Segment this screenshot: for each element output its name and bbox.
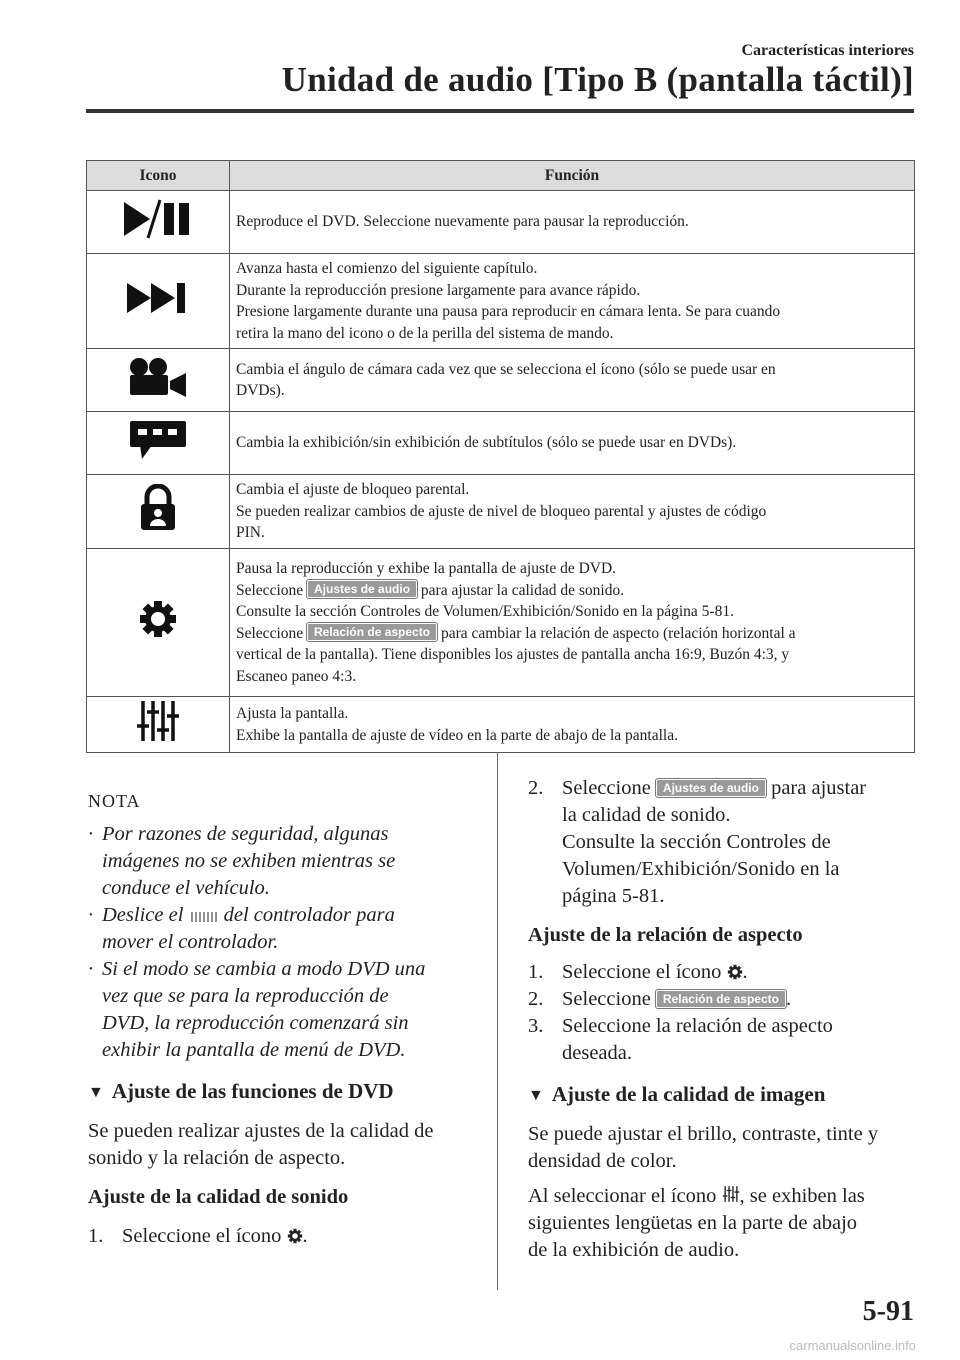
row-text: Avanza hasta el comienzo del siguiente capítulo. [236, 260, 538, 277]
row-text: PIN. [236, 524, 265, 542]
row-text: Ajusta la pantalla. [236, 705, 349, 722]
header-funcion: Función [230, 161, 915, 191]
table-row [87, 549, 915, 697]
table-row [87, 412, 915, 475]
table-row [87, 697, 915, 753]
step-item: 2. Seleccione Relación de aspecto . [528, 988, 792, 1010]
row-text: Escaneo paneo 4:3. [236, 667, 357, 685]
body-paragraph: Al seleccionar el ícono , se exhiben las siguientes lengüetas en la parte de abajo de la exhibición de audio. [528, 1185, 865, 1261]
equalizer-icon [135, 698, 181, 744]
row-text: Se pueden realizar cambios de ajuste de nivel de bloqueo parental y ajustes de código [236, 502, 767, 520]
note-item: · Deslice el del controlador para mover el controlador. [88, 904, 395, 953]
row-text: Seleccione Relación de aspecto para cambiar la relación de aspecto (relación horizontal a [236, 624, 796, 642]
step-item: 2. Seleccione Ajustes de audio para ajustar la calidad de sonido. Consulte la sección Controles de Volumen/Exhibición/Sonido en la página 5-81. [528, 777, 867, 907]
header-icono: Icono [87, 161, 230, 191]
table-row [87, 254, 915, 349]
relacion-de-aspecto-button: Relación de aspecto [656, 990, 786, 1008]
equalizer-icon [722, 1184, 740, 1204]
camera-icon [126, 357, 190, 397]
row-text: retira la mano del icono o de la perilla del sistema de mando. [236, 324, 614, 342]
left-column [88, 788, 486, 1250]
section-label: Características interiores [741, 42, 914, 59]
play-pause-icon [118, 198, 198, 240]
row-text: Exhibe la pantalla de ajuste de vídeo en la parte de abajo de la pantalla. [236, 726, 678, 744]
row-text: vertical de la pantalla). Tiene disponibles los ajustes de pantalla ancha 16:9, Buzón 4:3, y [236, 646, 790, 663]
gear-icon [727, 964, 743, 980]
gear-icon [138, 599, 178, 639]
header-rule [86, 109, 914, 113]
page-title: Unidad de audio [Tipo B (pantalla táctil)] [281, 60, 914, 99]
row-text: Presione largamente durante una pausa para reproducir en cámara lenta. Se para cuando [236, 303, 781, 320]
subheading-sound: Ajuste de la calidad de sonido [88, 1186, 349, 1208]
row-text: Cambia el ajuste de bloqueo parental. [236, 481, 470, 499]
row-text: Durante la reproducción presione largamente para avance rápido. [236, 281, 641, 299]
step-item: 3. Seleccione la relación de aspecto deseada. [528, 1015, 833, 1064]
triangle-marker-icon: ▼ [528, 1087, 544, 1104]
table-row [87, 191, 915, 254]
note-item: · Si el modo se cambia a modo DVD una vez que se para la reproducción de DVD, la reproducción comenzará sin exhibir la pantalla de menú de DVD. [88, 958, 426, 1061]
row-text: Cambia la exhibición/sin exhibición de subtítulos (sólo se puede usar en DVDs). [236, 434, 737, 452]
watermark: carmanualsonline.info [789, 1338, 916, 1353]
section-heading: ▼ Ajuste de la calidad de imagen [528, 1082, 826, 1106]
intro-paragraph: Se pueden realizar ajustes de la calidad de sonido y la relación de aspecto. [88, 1120, 434, 1169]
row-text: Seleccione Ajustes de audio para ajustar la calidad de sonido. [236, 581, 625, 599]
parental-lock-icon [136, 484, 180, 532]
page-number: 5-91 [862, 1296, 914, 1327]
section-heading: ▼ Ajuste de las funciones de DVD [88, 1079, 394, 1103]
row-text: DVDs). [236, 382, 285, 399]
table-row [87, 475, 915, 549]
step-item: 1. Seleccione el ícono . [528, 961, 748, 983]
body-paragraph: Se puede ajustar el brillo, contraste, tinte y densidad de color. [528, 1123, 879, 1172]
note-item: · Por razones de seguridad, algunas imágenes no se exhiben mientras se conduce el vehículo. [88, 823, 396, 899]
row-text: Reproduce el DVD. Seleccione nuevamente para pausar la reproducción. [236, 213, 689, 231]
relacion-de-aspecto-button: Relación de aspecto [307, 623, 437, 641]
icon-function-table [86, 160, 915, 753]
table-header-row [87, 161, 915, 191]
triangle-marker-icon: ▼ [88, 1084, 104, 1101]
step-item: 1. Seleccione el ícono . [88, 1225, 308, 1247]
gear-icon [287, 1228, 303, 1244]
slider-grip-icon [189, 911, 219, 923]
subheading-aspect: Ajuste de la relación de aspecto [528, 924, 803, 946]
skip-forward-icon [123, 280, 193, 316]
row-text: Pausa la reproducción y exhibe la pantalla de ajuste de DVD. [236, 560, 617, 577]
column-divider [497, 752, 498, 1290]
right-column [528, 775, 920, 1264]
ajustes-de-audio-button: Ajustes de audio [656, 779, 766, 797]
ajustes-de-audio-button: Ajustes de audio [307, 580, 417, 598]
table-row [87, 349, 915, 412]
row-text: Cambia el ángulo de cámara cada vez que se selecciona el ícono (sólo se puede usar en [236, 360, 776, 378]
row-text: Consulte la sección Controles de Volumen/Exhibición/Sonido en la página 5-81. [236, 603, 734, 620]
nota-label: NOTA [88, 791, 141, 811]
subtitle-icon [126, 417, 190, 463]
